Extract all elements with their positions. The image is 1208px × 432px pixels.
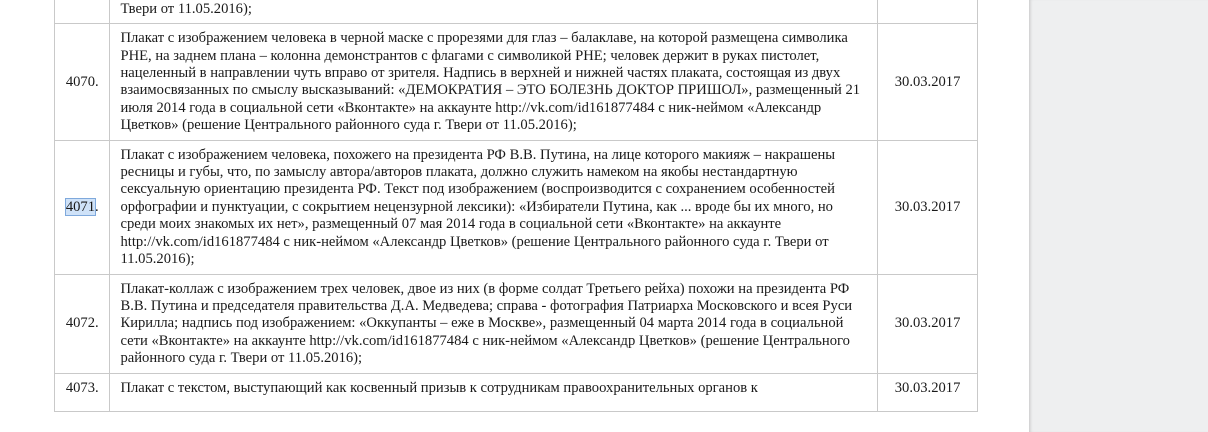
row-description: Плакат с изображением человека в черной маске с прорезями для глаз – балаклаве, на которой размещена символика РНЕ, на заднем плана – колонна демонстрантов с флагами с символикой РНЕ; человек держит в руках пистолет, нацеленный в направлении чуть вправо от зрителя. Надпись в верхней и нижней частях плаката, состоящая из двух взаимосвязанных по смыслу высказываний: «ДЕМОКРАТИЯ – ЭТО БОЛЕЗНЬ ДОКТОР ПРИШОЛ», размещенный 21 июля 2014 года в социальной сети «Вконтакте» на аккаунте http://vk.com/id161877484 с ник-неймом «Александр Цветков» (решение Центрального районного суда г. Твери от 11.05.2016); [110, 24, 878, 140]
row-description: Плакат с изображением человека, похожего на президента РФ В.В. Путина, на лице которого макияж – накрашены ресницы и губы, что, по замыслу автора/авторов плаката, должно служить намеком на якобы нестандартную сексуальную ориентацию президента РФ. Текст под изображением (воспроизводится с сохранением особенностей орфографии и пунктуации, с сокрытием нецензурной лексики): «Избиратели Путина, как ... вроде бы их много, но среди моих знакомых их нет», размещенный 07 мая 2014 года в социальной сети «Вконтакте» на аккаунте http://vk.com/id161877484 с ник-неймом «Александр Цветков» (решение Центрального районного суда г. Твери от 11.05.2016); [110, 140, 878, 274]
row-date: 30.03.2017 [878, 140, 978, 274]
viewer-side-panel [1029, 0, 1208, 432]
row-date: 30.03.2017 [878, 274, 978, 373]
row-description: Твери от 11.05.2016); [110, 0, 878, 24]
row-description: Плакат-коллаж с изображением трех человек, двое из них (в форме солдат Третьего рейха) похожи на президента РФ В.В. Путина и председателя правительства Д.А. Медведева; справа - фотография Патриарха Московского и всея Руси Кирилла; надпись под изображением: «Оккупанты – еже в Москве», размещенный 04 марта 2014 года в социальной сети «Вконтакте» на аккаунте http://vk.com/id161877484 с ник-неймом «Александр Цветков» (решение Центрального районного суда г. Твери от 11.05.2016); [110, 274, 878, 373]
row-date: 30.03.2017 [878, 24, 978, 140]
row-number[interactable] [55, 140, 110, 274]
row-number: 4073. [55, 373, 110, 411]
row-date: 30.03.2017 [878, 373, 978, 411]
table-row [55, 274, 978, 373]
row-number-suffix: . [95, 198, 99, 215]
row-number [55, 0, 110, 24]
row-description: Плакат с текстом, выступающий как косвенный призыв к сотрудникам правоохранительных органов к [110, 373, 878, 411]
table-row [55, 24, 978, 140]
extremist-materials-table [54, 0, 978, 412]
table-row [55, 373, 978, 411]
row-number: 4070. [55, 24, 110, 140]
row-date [878, 0, 978, 24]
row-number: 4072. [55, 274, 110, 373]
table-row [55, 0, 978, 24]
table-row [55, 140, 978, 274]
search-highlight[interactable]: 4071 [65, 198, 95, 215]
